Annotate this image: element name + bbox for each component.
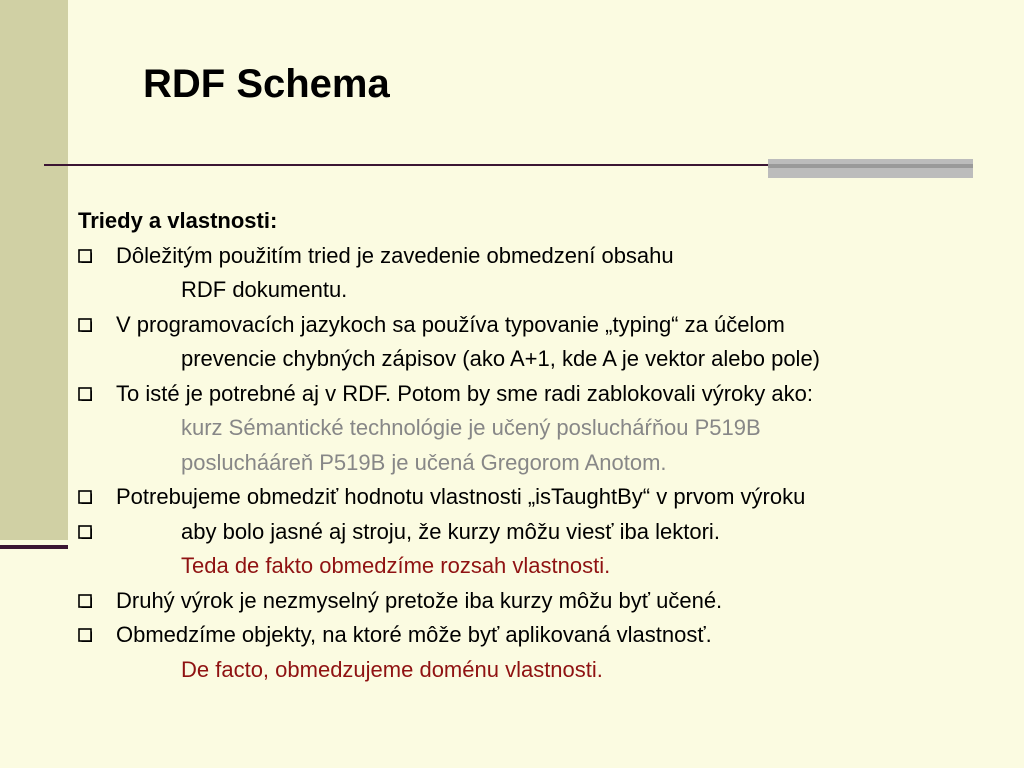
checkbox-square-icon (78, 628, 92, 642)
emphasis-line (78, 551, 1024, 586)
continuation-line (78, 275, 1024, 310)
bullet-item (78, 310, 1024, 345)
checkbox-square-icon (78, 594, 92, 608)
slide-content (78, 206, 1024, 689)
bullet-item (78, 517, 1024, 552)
emphasis-text: De facto, obmedzujeme doménu vlastnosti. (181, 656, 603, 682)
bullet-text: Druhý výrok je nezmyselný pretože iba kurzy môžu byť učené. (116, 587, 723, 613)
emphasis-line (78, 655, 1024, 690)
side-decoration-bar (0, 0, 68, 540)
bullet-text: Obmedzíme objekty, na ktoré môže byť aplikovaná vlastnosť. (116, 622, 712, 647)
bullet-text: Potrebujeme obmedziť hodnotu vlastnosti „isTaughtBy“ v prvom výroku (116, 484, 806, 509)
emphasis-text: Teda de fakto obmedzíme rozsah vlastnosti. (181, 553, 611, 578)
divider-accent (768, 159, 973, 178)
bullet-item (78, 241, 1024, 276)
bullet-text: V programovacích jazykoch sa používa typovanie „typing“ za účelom (116, 311, 785, 337)
bullet-item (78, 379, 1024, 414)
slide-title: RDF Schema (143, 62, 390, 106)
bullet-text: Dôležitým použitím tried je zavedenie obmedzení obsahu (116, 242, 674, 268)
side-decoration-line (0, 545, 68, 549)
checkbox-square-icon (78, 249, 92, 263)
example-text: kurz Sémantické technológie je učený poslucháŕňou P519B (181, 415, 761, 440)
bullet-text: To isté je potrebné aj v RDF. Potom by sme radi zablokovali výroky ako: (116, 380, 813, 406)
title-divider (44, 164, 770, 166)
checkbox-square-icon (78, 490, 92, 504)
example-line (78, 413, 1024, 448)
bullet-item (78, 586, 1024, 621)
continuation-text: prevencie chybných zápisov (ako A+1, kde A je vektor alebo pole) (181, 346, 820, 371)
bullet-item (78, 620, 1024, 655)
checkbox-square-icon (78, 525, 92, 539)
bullet-text: aby bolo jasné aj stroju, že kurzy môžu viesť iba lektori. (181, 518, 720, 544)
example-text: posluchááreň P519B je učená Gregorom Anotom. (181, 449, 667, 475)
checkbox-square-icon (78, 318, 92, 332)
continuation-line (78, 344, 1024, 379)
checkbox-square-icon (78, 387, 92, 401)
continuation-text: RDF dokumentu. (181, 277, 348, 302)
bullet-item (78, 482, 1024, 517)
section-heading: Triedy a vlastnosti: (78, 208, 278, 233)
example-line (78, 448, 1024, 483)
